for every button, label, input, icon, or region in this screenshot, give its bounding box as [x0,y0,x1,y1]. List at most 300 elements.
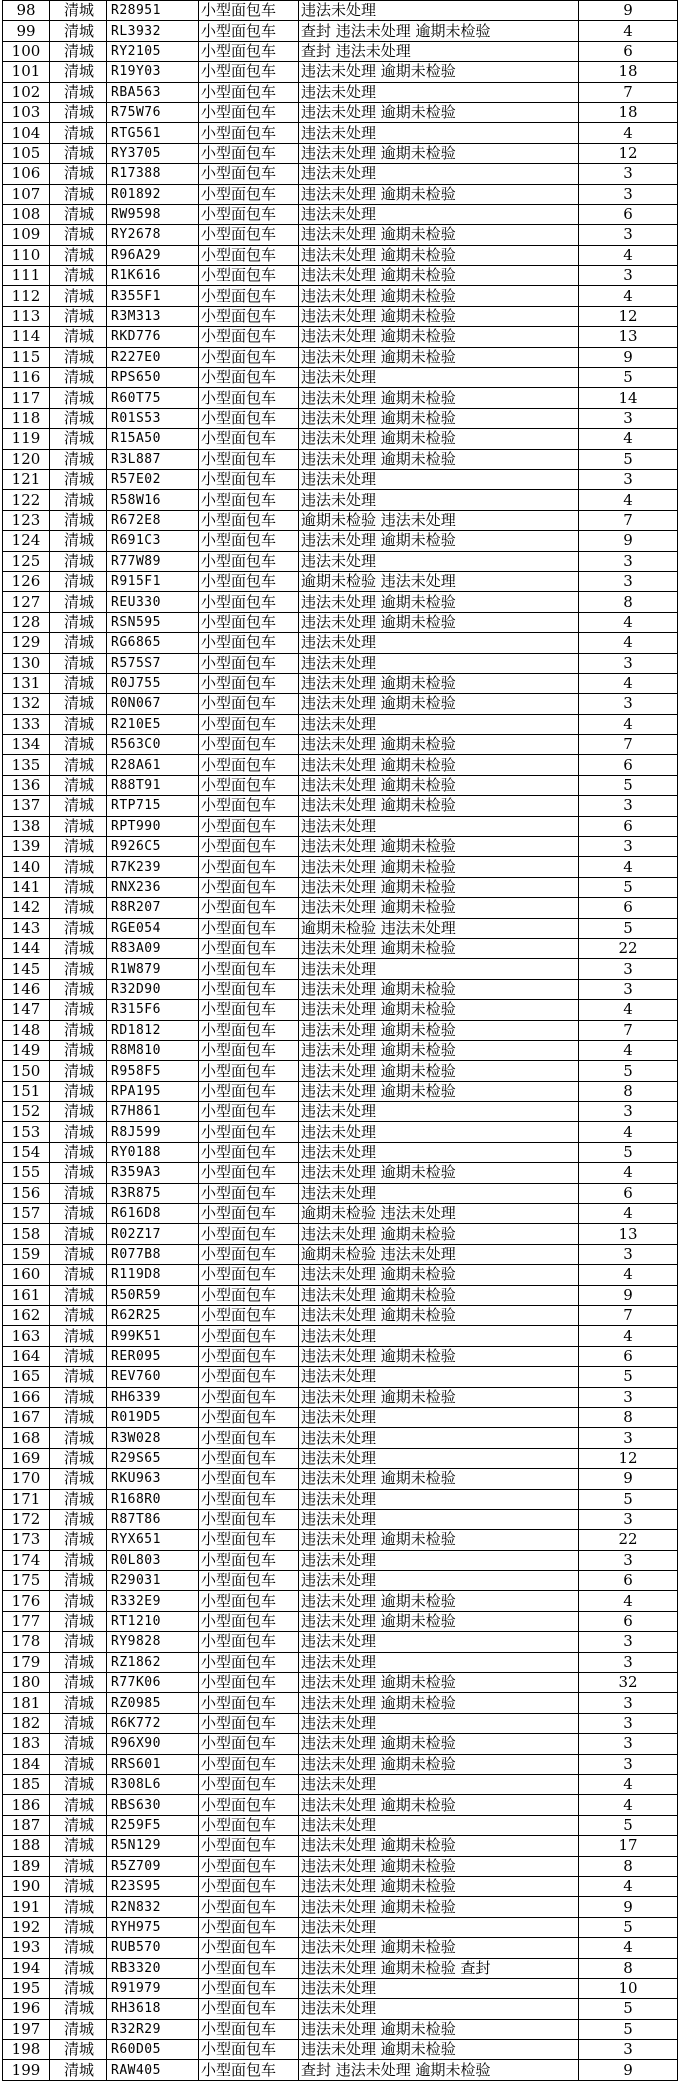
row-number-cell: 122 [3,490,50,510]
plate-number-cell: R210E5 [107,714,199,734]
violation-count-cell: 10 [579,1978,678,1998]
row-number-cell: 153 [3,1122,50,1142]
row-number-cell: 174 [3,1550,50,1570]
table-row [3,1652,678,1672]
violation-count-cell: 3 [579,266,678,286]
status-cell: 违法未处理 逾期未检验 [299,62,579,82]
plate-number-cell: R691C3 [107,531,199,551]
violation-count-cell: 5 [579,368,678,388]
city-cell: 清城 [50,1163,107,1183]
table-row [3,653,678,673]
row-number-cell: 164 [3,1346,50,1366]
status-cell: 违法未处理 逾期未检验 [299,429,579,449]
row-number-cell: 167 [3,1407,50,1427]
plate-number-cell: R2N832 [107,1897,199,1917]
violation-count-cell: 3 [579,1428,678,1448]
city-cell: 清城 [50,1734,107,1754]
violation-count-cell: 4 [579,1122,678,1142]
row-number-cell: 197 [3,2019,50,2039]
violation-count-cell: 4 [579,1204,678,1224]
plate-number-cell: RD1812 [107,1020,199,1040]
row-number-cell: 100 [3,41,50,61]
plate-number-cell: R359A3 [107,1163,199,1183]
city-cell: 清城 [50,368,107,388]
table-row [3,1734,678,1754]
city-cell: 清城 [50,1469,107,1489]
row-number-cell: 150 [3,1061,50,1081]
table-row [3,1958,678,1978]
status-cell: 违法未处理 逾期未检验 [299,1387,579,1407]
table-row [3,1163,678,1183]
row-number-cell: 191 [3,1897,50,1917]
violation-count-cell: 4 [579,429,678,449]
status-cell: 违法未处理 逾期未检验 [299,1693,579,1713]
violation-count-cell: 5 [579,1142,678,1162]
status-cell: 违法未处理 [299,1448,579,1468]
table-row [3,1815,678,1835]
violation-count-cell: 4 [579,633,678,653]
vehicle-type-cell: 小型面包车 [199,898,299,918]
plate-number-cell: R227E0 [107,347,199,367]
table-row [3,123,678,143]
city-cell: 清城 [50,1346,107,1366]
violation-count-cell: 3 [579,1734,678,1754]
violation-count-cell: 3 [579,959,678,979]
city-cell: 清城 [50,1754,107,1774]
city-cell: 清城 [50,41,107,61]
city-cell: 清城 [50,531,107,551]
vehicle-type-cell: 小型面包车 [199,816,299,836]
table-row [3,1020,678,1040]
table-row [3,184,678,204]
vehicle-type-cell: 小型面包车 [199,612,299,632]
plate-number-cell: R926C5 [107,837,199,857]
plate-number-cell: R8M810 [107,1040,199,1060]
city-cell: 清城 [50,1774,107,1794]
city-cell: 清城 [50,123,107,143]
plate-number-cell: R60D05 [107,2040,199,2060]
plate-number-cell: R3M313 [107,306,199,326]
violation-count-cell: 6 [579,1571,678,1591]
table-row [3,898,678,918]
plate-number-cell: R29S65 [107,1448,199,1468]
violation-count-cell: 6 [579,204,678,224]
row-number-cell: 98 [3,1,50,21]
vehicle-type-cell: 小型面包车 [199,1693,299,1713]
vehicle-type-cell: 小型面包车 [199,41,299,61]
plate-number-cell: R96X90 [107,1734,199,1754]
plate-number-cell: RPS650 [107,368,199,388]
plate-number-cell: R1W879 [107,959,199,979]
row-number-cell: 185 [3,1774,50,1794]
status-cell: 违法未处理 [299,164,579,184]
table-row [3,388,678,408]
vehicle-type-cell: 小型面包车 [199,1142,299,1162]
vehicle-type-cell: 小型面包车 [199,1346,299,1366]
status-cell: 违法未处理 逾期未检验 [299,938,579,958]
city-cell: 清城 [50,837,107,857]
city-cell: 清城 [50,673,107,693]
violation-count-cell: 18 [579,102,678,122]
violation-count-cell: 3 [579,1244,678,1264]
vehicle-type-cell: 小型面包车 [199,1999,299,2019]
plate-number-cell: R15A50 [107,429,199,449]
status-cell: 违法未处理 逾期未检验 [299,673,579,693]
violation-count-cell: 4 [579,1163,678,1183]
vehicle-type-cell: 小型面包车 [199,1938,299,1958]
table-row [3,1856,678,1876]
violation-count-cell: 9 [579,1,678,21]
city-cell: 清城 [50,1448,107,1468]
vehicle-type-cell: 小型面包车 [199,1448,299,1468]
table-row [3,1774,678,1794]
table-row [3,694,678,714]
violation-count-cell: 12 [579,143,678,163]
vehicle-type-cell: 小型面包车 [199,21,299,41]
vehicle-type-cell: 小型面包车 [199,1265,299,1285]
plate-number-cell: REV760 [107,1367,199,1387]
row-number-cell: 102 [3,82,50,102]
plate-number-cell: R60T75 [107,388,199,408]
city-cell: 清城 [50,245,107,265]
plate-number-cell: RNX236 [107,877,199,897]
table-row [3,1571,678,1591]
status-cell: 违法未处理 逾期未检验 [299,775,579,795]
status-cell: 违法未处理 逾期未检验 [299,2019,579,2039]
vehicle-type-cell: 小型面包车 [199,1571,299,1591]
vehicle-type-cell: 小型面包车 [199,327,299,347]
table-row [3,1469,678,1489]
table-row [3,41,678,61]
plate-number-cell: R99K51 [107,1326,199,1346]
violation-count-cell: 4 [579,286,678,306]
table-row [3,816,678,836]
table-row [3,1550,678,1570]
table-row [3,551,678,571]
city-cell: 清城 [50,1122,107,1142]
row-number-cell: 184 [3,1754,50,1774]
city-cell: 清城 [50,102,107,122]
table-row [3,1326,678,1346]
plate-number-cell: RH3618 [107,1999,199,2019]
plate-number-cell: R3R875 [107,1183,199,1203]
table-row [3,306,678,326]
status-cell: 违法未处理 [299,551,579,571]
vehicle-type-cell: 小型面包车 [199,1367,299,1387]
plate-number-cell: R575S7 [107,653,199,673]
violation-count-cell: 8 [579,1407,678,1427]
city-cell: 清城 [50,918,107,938]
row-number-cell: 112 [3,286,50,306]
row-number-cell: 133 [3,714,50,734]
vehicle-type-cell: 小型面包车 [199,857,299,877]
plate-number-cell: R28951 [107,1,199,21]
violation-count-cell: 7 [579,510,678,530]
plate-number-cell: RTP715 [107,796,199,816]
violation-count-cell: 4 [579,490,678,510]
status-cell: 违法未处理 [299,1774,579,1794]
vehicle-type-cell: 小型面包车 [199,225,299,245]
violation-count-cell: 3 [579,1632,678,1652]
vehicle-type-cell: 小型面包车 [199,1102,299,1122]
city-cell: 清城 [50,1142,107,1162]
plate-number-cell: R19Y03 [107,62,199,82]
violation-count-cell: 3 [579,694,678,714]
row-number-cell: 161 [3,1285,50,1305]
vehicle-type-cell: 小型面包车 [199,633,299,653]
vehicle-type-cell: 小型面包车 [199,959,299,979]
city-cell: 清城 [50,979,107,999]
table-row [3,877,678,897]
vehicle-type-cell: 小型面包车 [199,490,299,510]
row-number-cell: 154 [3,1142,50,1162]
status-cell: 违法未处理 逾期未检验 [299,1163,579,1183]
row-number-cell: 166 [3,1387,50,1407]
status-cell: 违法未处理 [299,204,579,224]
city-cell: 清城 [50,796,107,816]
table-row [3,1244,678,1264]
row-number-cell: 148 [3,1020,50,1040]
table-row [3,204,678,224]
city-cell: 清城 [50,1,107,21]
status-cell: 违法未处理 逾期未检验 [299,755,579,775]
violation-count-cell: 3 [579,1652,678,1672]
status-cell: 违法未处理 逾期未检验 [299,266,579,286]
vehicle-type-cell: 小型面包车 [199,1040,299,1060]
plate-number-cell: RPA195 [107,1081,199,1101]
city-cell: 清城 [50,490,107,510]
vehicle-type-cell: 小型面包车 [199,245,299,265]
table-row [3,1876,678,1896]
status-cell: 违法未处理 逾期未检验 [299,1611,579,1631]
city-cell: 清城 [50,1407,107,1427]
status-cell: 违法未处理 逾期未检验 [299,877,579,897]
vehicle-type-cell: 小型面包车 [199,1591,299,1611]
table-row [3,735,678,755]
vehicle-type-cell: 小型面包车 [199,918,299,938]
vehicle-type-cell: 小型面包车 [199,1183,299,1203]
row-number-cell: 196 [3,1999,50,2019]
vehicle-type-cell: 小型面包车 [199,184,299,204]
plate-number-cell: RY3705 [107,143,199,163]
vehicle-type-cell: 小型面包车 [199,266,299,286]
vehicle-type-cell: 小型面包车 [199,775,299,795]
row-number-cell: 109 [3,225,50,245]
row-number-cell: 129 [3,633,50,653]
vehicle-type-cell: 小型面包车 [199,735,299,755]
plate-number-cell: R32D90 [107,979,199,999]
status-cell: 违法未处理 [299,82,579,102]
table-row [3,1489,678,1509]
city-cell: 清城 [50,1183,107,1203]
vehicle-type-cell: 小型面包车 [199,755,299,775]
table-row [3,1306,678,1326]
plate-number-cell: R01892 [107,184,199,204]
table-row [3,1040,678,1060]
status-cell: 违法未处理 [299,1122,579,1142]
vehicle-type-cell: 小型面包车 [199,1876,299,1896]
status-cell: 违法未处理 [299,368,579,388]
city-cell: 清城 [50,1061,107,1081]
table-row [3,714,678,734]
vehicle-type-cell: 小型面包车 [199,1489,299,1509]
table-row [3,368,678,388]
city-cell: 清城 [50,82,107,102]
city-cell: 清城 [50,1958,107,1978]
table-row [3,1285,678,1305]
violation-count-cell: 3 [579,2040,678,2060]
row-number-cell: 199 [3,2060,50,2080]
vehicle-type-cell: 小型面包车 [199,1326,299,1346]
vehicle-type-cell: 小型面包车 [199,1856,299,1876]
city-cell: 清城 [50,551,107,571]
violation-count-cell: 3 [579,164,678,184]
city-cell: 清城 [50,204,107,224]
status-cell: 违法未处理 逾期未检验 [299,1876,579,1896]
violation-count-cell: 3 [579,979,678,999]
violation-count-cell: 5 [579,877,678,897]
violation-count-cell: 9 [579,1469,678,1489]
violation-count-cell: 3 [579,1509,678,1529]
violation-count-cell: 4 [579,1000,678,1020]
violation-count-cell: 4 [579,1040,678,1060]
violation-count-cell: 7 [579,1306,678,1326]
violation-count-cell: 6 [579,898,678,918]
status-cell: 违法未处理 逾期未检验 [299,1897,579,1917]
vehicle-type-cell: 小型面包车 [199,796,299,816]
plate-number-cell: RYH975 [107,1917,199,1937]
row-number-cell: 173 [3,1530,50,1550]
city-cell: 清城 [50,184,107,204]
plate-number-cell: RY9828 [107,1632,199,1652]
city-cell: 清城 [50,1713,107,1733]
city-cell: 清城 [50,2060,107,2080]
row-number-cell: 192 [3,1917,50,1937]
row-number-cell: 113 [3,306,50,326]
table-row [3,164,678,184]
plate-number-cell: R077B8 [107,1244,199,1264]
status-cell: 违法未处理 [299,1367,579,1387]
plate-number-cell: R019D5 [107,1407,199,1427]
violation-count-cell: 9 [579,2060,678,2080]
plate-number-cell: R0J755 [107,673,199,693]
vehicle-type-cell: 小型面包车 [199,429,299,449]
row-number-cell: 123 [3,510,50,530]
plate-number-cell: RRS601 [107,1754,199,1774]
city-cell: 清城 [50,1367,107,1387]
vehicle-type-cell: 小型面包车 [199,653,299,673]
violation-count-cell: 7 [579,735,678,755]
violation-count-cell: 9 [579,1285,678,1305]
table-row [3,673,678,693]
table-row [3,1999,678,2019]
table-row [3,21,678,41]
violation-count-cell: 7 [579,1020,678,1040]
status-cell: 违法未处理 逾期未检验 [299,347,579,367]
status-cell: 违法未处理 [299,490,579,510]
city-cell: 清城 [50,1265,107,1285]
row-number-cell: 101 [3,62,50,82]
violation-count-cell: 13 [579,1224,678,1244]
table-row [3,857,678,877]
violation-count-cell: 5 [579,1489,678,1509]
row-number-cell: 130 [3,653,50,673]
row-number-cell: 170 [3,1469,50,1489]
plate-number-cell: RER095 [107,1346,199,1366]
vehicle-type-cell: 小型面包车 [199,877,299,897]
status-cell: 违法未处理 [299,959,579,979]
row-number-cell: 135 [3,755,50,775]
vehicle-type-cell: 小型面包车 [199,1407,299,1427]
table-row [3,1102,678,1122]
violation-count-cell: 32 [579,1673,678,1693]
city-cell: 清城 [50,735,107,755]
status-cell: 违法未处理 [299,1489,579,1509]
status-cell: 违法未处理 [299,1102,579,1122]
violation-count-cell: 18 [579,62,678,82]
vehicle-type-cell: 小型面包车 [199,1224,299,1244]
city-cell: 清城 [50,1876,107,1896]
plate-number-cell: R96A29 [107,245,199,265]
city-cell: 清城 [50,1591,107,1611]
city-cell: 清城 [50,388,107,408]
violation-count-cell: 8 [579,1856,678,1876]
status-cell: 违法未处理 [299,1326,579,1346]
status-cell: 违法未处理 逾期未检验 [299,245,579,265]
status-cell: 违法未处理 逾期未检验 [299,1040,579,1060]
status-cell: 违法未处理 逾期未检验 [299,306,579,326]
vehicle-type-cell: 小型面包车 [199,1632,299,1652]
vehicle-type-cell: 小型面包车 [199,102,299,122]
row-number-cell: 171 [3,1489,50,1509]
row-number-cell: 179 [3,1652,50,1672]
table-row [3,1754,678,1774]
status-cell: 违法未处理 逾期未检验 [299,1000,579,1020]
city-cell: 清城 [50,1306,107,1326]
violation-count-cell: 3 [579,1387,678,1407]
table-row [3,918,678,938]
plate-number-cell: RGE054 [107,918,199,938]
plate-number-cell: RKD776 [107,327,199,347]
vehicle-type-cell: 小型面包车 [199,408,299,428]
plate-number-cell: R88T91 [107,775,199,795]
plate-number-cell: RPT990 [107,816,199,836]
city-cell: 清城 [50,959,107,979]
vehicle-type-cell: 小型面包车 [199,1673,299,1693]
plate-number-cell: R5Z709 [107,1856,199,1876]
table-row [3,347,678,367]
table-row [3,102,678,122]
table-row [3,571,678,591]
violation-count-cell: 4 [579,1774,678,1794]
status-cell: 违法未处理 [299,469,579,489]
violation-count-cell: 3 [579,1693,678,1713]
plate-number-cell: R7K239 [107,857,199,877]
row-number-cell: 118 [3,408,50,428]
status-cell: 违法未处理 逾期未检验 [299,735,579,755]
vehicle-type-cell: 小型面包车 [199,1000,299,1020]
row-number-cell: 175 [3,1571,50,1591]
plate-number-cell: RW9598 [107,204,199,224]
vehicle-type-cell: 小型面包车 [199,1204,299,1224]
violation-count-cell: 6 [579,1611,678,1631]
table-row [3,490,678,510]
city-cell: 清城 [50,510,107,530]
table-row [3,1978,678,1998]
plate-number-cell: R50R59 [107,1285,199,1305]
row-number-cell: 149 [3,1040,50,1060]
plate-number-cell: REU330 [107,592,199,612]
